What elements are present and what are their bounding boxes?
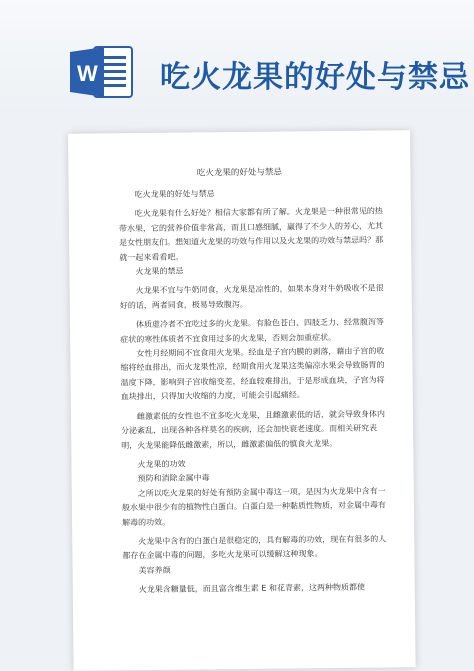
subsection-heading: 美容养颜 [138,565,171,575]
document-title: 吃火龙果的好处与禁忌 [196,167,282,179]
paragraph: 吃火龙果有什么好处？相信大家都有所了解。火龙果是一种很常见的热带水果，它的营养价值非常高，而且口感细腻，赢得了不少人的芳心，尤其是女性朋友们。想知道火龙果的功效与作用以及火龙果的功效与禁忌吗？那就一起来看看吧。 [118,206,384,262]
paragraph: 之所以吃火龙果的好处有预防金属中毒这一项，是因为火龙果中含有一般水果中很少有的植物性白蛋白。白蛋白是一种黏质性物质，对金属中毒有解毒的功效。 [121,486,386,527]
banner [0,0,474,112]
banner-title: 吃火龙果的好处与禁忌 [160,60,470,95]
document-body [119,185,387,597]
paragraph: 火龙果不宜与牛奶同食，火龙果是凉性的，如果本身对牛奶吸收不是很好的话，两者同食，极易导致腹泻。 [119,283,384,311]
paragraph: 吃火龙果的好处与禁忌 [134,189,215,200]
word-icon-letter: W [77,61,98,86]
paragraph: 女性月经期间不宜食用火龙果。经血是子宫内膜的剥落，藉由子宫的收缩将经血排出，而火龙果性凉，经期食用火龙果这类偏凉水果会导致肠胃的温度下降，影响到子宫收缩变差，经血较难排出，于是形成血块，子宫为将血块排出，只得加大收缩的力度，可能会引起痛经。 [120,346,385,402]
paragraph: 体质虚冷者不宜吃过多的火龙果。有脸色苍白、四肢乏力、经常腹泻等症状的寒性体质者不宜食用过多的火龙果，否则会加重症状。 [120,317,385,344]
document-page [68,130,416,671]
paragraph: 火龙果中含有的白蛋白是很稳定的，具有解毒的功效，现在有很多的人都存在金属中毒的问题，多吃火龙果可以缓解这种现象。 [122,534,387,561]
section-heading: 火龙果的功效 [137,459,186,469]
subsection-heading: 预防和消除金属中毒 [137,473,210,484]
word-document-icon [68,44,134,100]
paragraph: 火龙果含糖量低，而且富含维生素 E 和花青素，这两种物质都使 [138,582,365,595]
section-heading: 火龙果的禁忌 [135,266,184,277]
paragraph: 雌激素低的女性也不宜多吃火龙果，且雌激素低的话，就会导致身体内分泌紊乱，出现各种各样莫名的疾病，还会加快衰老速度。而相关研究表明，火龙果能降低雌激素，所以，雌激素偏低的慎食火龙果。 [121,409,386,450]
